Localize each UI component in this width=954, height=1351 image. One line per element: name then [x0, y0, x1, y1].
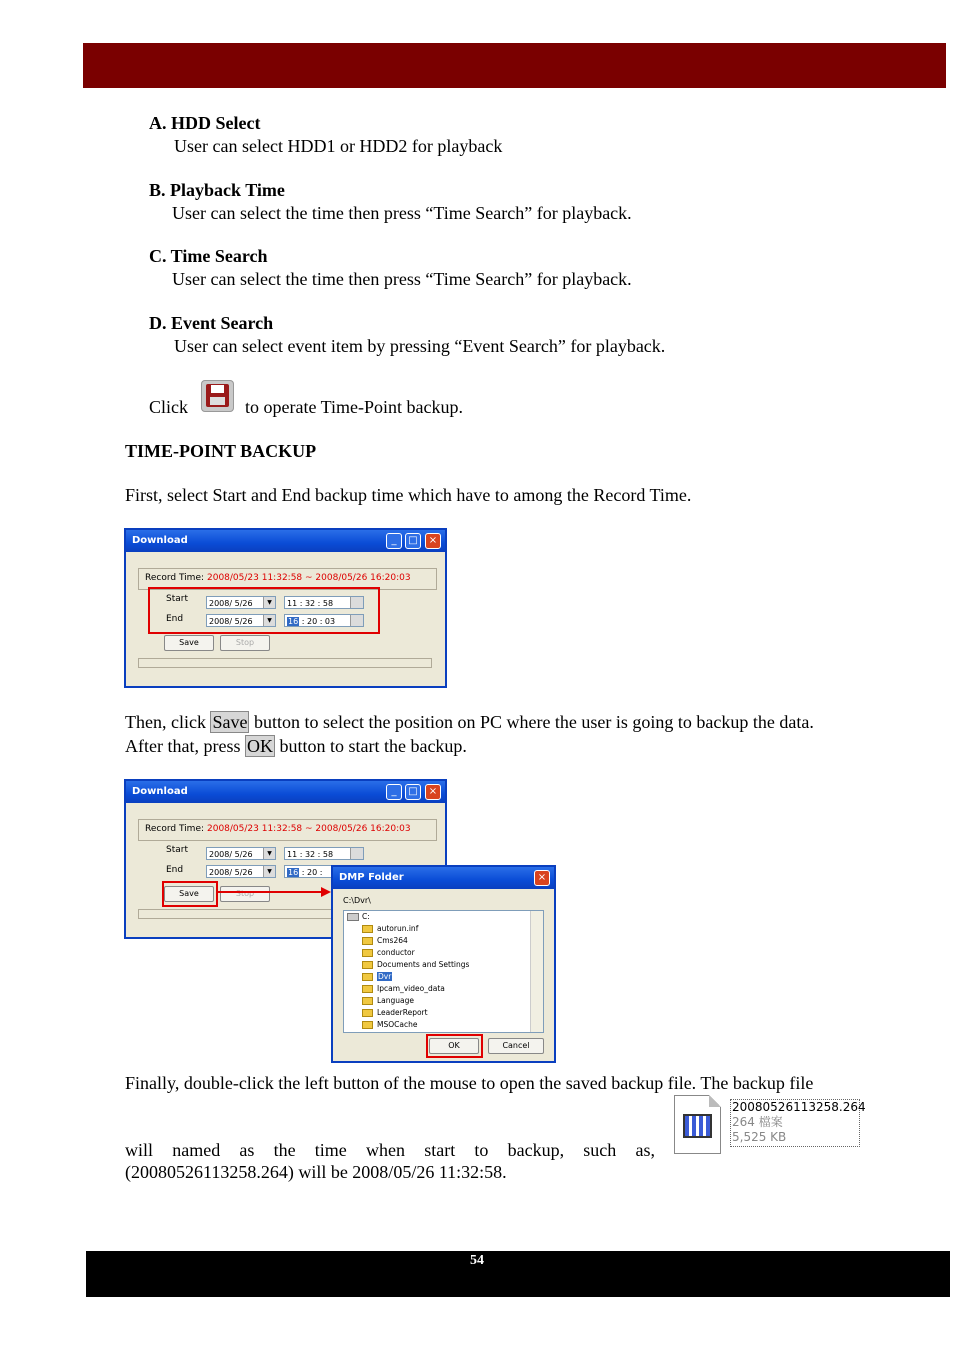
- folder-icon: [362, 937, 373, 945]
- folder-icon: [362, 1009, 373, 1017]
- save-word: Save: [212, 712, 248, 732]
- start-time-value-2: 11 : 32 : 58: [287, 850, 334, 859]
- end-time-rest: : 20 : 03: [301, 617, 336, 626]
- file-size: 5,525 KB: [732, 1130, 787, 1144]
- section-d-heading: D. Event Search: [149, 313, 274, 333]
- section-b-body: User can select the time then press “Time Search” for playback.: [172, 203, 632, 223]
- drive-icon: [347, 913, 359, 921]
- end-time-hour: 16: [288, 617, 299, 626]
- page-number: 54: [470, 1253, 484, 1268]
- folder-label: Language: [377, 996, 415, 1005]
- spinner-icon[interactable]: [350, 848, 363, 859]
- folder-item[interactable]: [362, 948, 415, 958]
- end-time-rest-2: : 20 :: [301, 868, 323, 877]
- final-paragraph-line1: Finally, double-click the left button of the mouse to open the saved backup file. The backup file: [125, 1073, 814, 1093]
- chevron-down-icon[interactable]: ▼: [263, 597, 275, 608]
- folder-label: MSOCache: [377, 1020, 418, 1029]
- minimize-icon[interactable]: _: [386, 533, 402, 549]
- record-time-label: Record Time:: [145, 573, 205, 583]
- cancel-button[interactable]: Cancel: [488, 1038, 544, 1054]
- end-date-value-2: 2008/ 5/26: [209, 868, 253, 877]
- folder-item[interactable]: [362, 924, 418, 934]
- folder-icon: [362, 985, 373, 993]
- stop-button-2[interactable]: Stop: [220, 886, 270, 902]
- highlight-box: [148, 587, 380, 634]
- ok-word: OK: [246, 736, 273, 756]
- ok-highlight-box: [426, 1034, 483, 1058]
- record-time-label-2: Record Time:: [145, 824, 205, 834]
- start-date-value-2: 2008/ 5/26: [209, 850, 253, 859]
- folder-icon: [362, 973, 373, 981]
- folder-label: LeaderReport: [377, 1008, 428, 1017]
- scrollbar[interactable]: [530, 911, 543, 1032]
- section-c-heading: C. Time Search: [149, 246, 268, 266]
- folder-label: conductor: [377, 948, 415, 957]
- folder-item[interactable]: [362, 1008, 428, 1018]
- folder-item[interactable]: [362, 996, 414, 1006]
- ok-button[interactable]: OK: [429, 1038, 479, 1054]
- record-time-value-2: 2008/05/23 11:32:58 ~ 2008/05/26 16:20:03: [207, 824, 411, 834]
- drive-label: C:: [362, 912, 370, 921]
- section-d-body: User can select event item by pressing “Event Search” for playback.: [174, 336, 666, 356]
- chevron-down-icon[interactable]: ▼: [263, 866, 275, 877]
- folder-path: C:\Dvr\: [343, 896, 371, 905]
- folder-label: Cms264: [377, 936, 408, 945]
- download-dialog: [124, 528, 447, 688]
- end-date-value: 2008/ 5/26: [209, 617, 253, 626]
- save-button[interactable]: Save: [164, 635, 214, 651]
- folder-label: Documents and Settings: [377, 960, 470, 969]
- folder-item[interactable]: [362, 984, 445, 994]
- download-title-2: Download: [126, 781, 445, 803]
- folder-tree[interactable]: [343, 910, 544, 1033]
- backup-heading: TIME-POINT BACKUP: [125, 441, 317, 461]
- then-text-a: Then, click: [125, 712, 211, 732]
- start-date-value: 2008/ 5/26: [209, 599, 253, 608]
- floppy-save-icon: [201, 380, 234, 412]
- end-date-field-2[interactable]: [206, 865, 276, 878]
- folder-icon: [362, 997, 373, 1005]
- end-label-2: End: [166, 865, 184, 875]
- stop-button[interactable]: Stop: [220, 635, 270, 651]
- click-text-after: to operate Time-Point backup.: [245, 397, 463, 417]
- file-name: 20080526113258.264: [732, 1100, 866, 1114]
- folder-label: autorun.inf: [377, 924, 419, 933]
- folder-item[interactable]: [362, 960, 469, 970]
- final-paragraph-line2: will named as the time when start to backup, such as,: [125, 1140, 655, 1160]
- folder-item-selected[interactable]: [362, 972, 392, 982]
- final-paragraph-line3: (20080526113258.264) will be 2008/05/26 11:32:58.: [125, 1162, 507, 1182]
- close-icon[interactable]: ×: [425, 784, 441, 800]
- end-time-hour-2: 16: [288, 868, 299, 877]
- file-type: 264 檔案: [732, 1115, 783, 1129]
- folder-label: Ipcam_video_data: [377, 984, 445, 993]
- folder-icon: [362, 925, 373, 933]
- folder-icon: [362, 949, 373, 957]
- maximize-icon[interactable]: □: [405, 784, 421, 800]
- section-a-body: User can select HDD1 or HDD2 for playback: [174, 136, 503, 156]
- then-paragraph-line2: [125, 736, 467, 757]
- then-text-b: button to select the position on PC where the user is going to backup the data.: [249, 712, 814, 732]
- folder-icon: [362, 961, 373, 969]
- end-label: End: [166, 614, 184, 624]
- chevron-down-icon[interactable]: ▼: [263, 848, 275, 859]
- file-icon[interactable]: [674, 1095, 721, 1154]
- section-c-body: User can select the time then press “Time Search” for playback.: [172, 269, 632, 289]
- first-paragraph: First, select Start and End backup time which have to among the Record Time.: [125, 485, 692, 505]
- section-b-heading: B. Playback Time: [149, 180, 285, 200]
- close-icon[interactable]: ×: [425, 533, 441, 549]
- download-title: Download: [126, 530, 445, 552]
- save-highlight-box: [162, 881, 218, 907]
- header-bar: [83, 43, 946, 88]
- folder-dialog-title: DMP Folder: [333, 867, 554, 889]
- maximize-icon[interactable]: □: [405, 533, 421, 549]
- file-label: [730, 1099, 866, 1147]
- folder-label: Dvr: [378, 972, 392, 981]
- close-icon[interactable]: ×: [534, 870, 550, 886]
- folder-icon: [362, 1021, 373, 1029]
- progress-bar: [138, 658, 432, 668]
- after-text-a: After that, press: [125, 736, 245, 756]
- section-a-heading: A. HDD Select: [149, 113, 261, 133]
- start-label-2: Start: [166, 845, 188, 855]
- start-date-field-2[interactable]: [206, 847, 276, 860]
- then-paragraph-line1: [125, 712, 814, 733]
- folder-item[interactable]: [362, 1020, 417, 1030]
- drive-item[interactable]: [347, 912, 370, 922]
- record-time-box-2: [138, 819, 437, 841]
- chevron-down-icon[interactable]: ▼: [263, 615, 275, 626]
- red-arrow-icon: [215, 884, 333, 900]
- start-label: Start: [166, 594, 188, 604]
- click-text: Click: [149, 397, 188, 417]
- after-text-b: button to start the backup.: [274, 736, 467, 756]
- start-time-value: 11 : 32 : 58: [287, 599, 334, 608]
- save-button-2[interactable]: Save: [164, 886, 214, 902]
- start-time-field-2[interactable]: [284, 847, 364, 860]
- record-time-value: 2008/05/23 11:32:58 ~ 2008/05/26 16:20:03: [207, 573, 411, 583]
- folder-item[interactable]: [362, 936, 408, 946]
- minimize-icon[interactable]: _: [386, 784, 402, 800]
- folder-dialog: [331, 865, 556, 1063]
- progress-bar-2: [138, 909, 338, 919]
